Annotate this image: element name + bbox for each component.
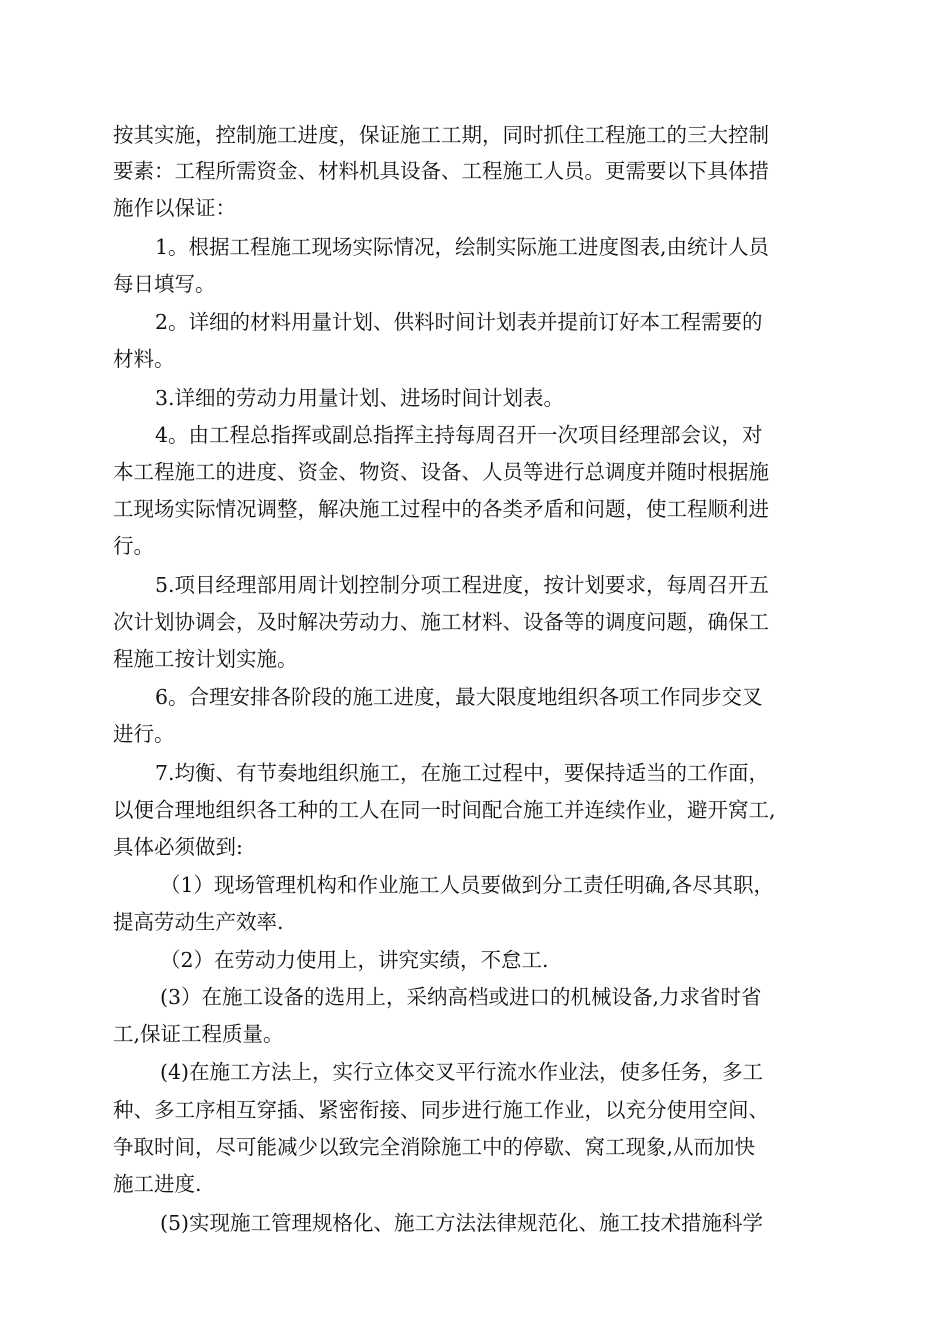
text-line: 施工进度. <box>113 1172 202 1196</box>
text-line: 种、多工序相互穿插、紧密衔接、同步进行施工作业，以充分使用空间、 <box>113 1098 769 1122</box>
text-line: （2）在劳动力使用上，讲究实绩，不怠工. <box>160 948 549 972</box>
text-line: 每日填写。 <box>113 272 216 296</box>
text-line: 6。合理安排各阶段的施工进度，最大限度地组织各项工作同步交叉 <box>155 685 763 709</box>
text-line: 提高劳动生产效率. <box>113 910 284 934</box>
text-line: （1）现场管理机构和作业施工人员要做到分工责任明确,各尽其职， <box>160 873 775 897</box>
text-line: 施作以保证： <box>113 196 236 220</box>
text-line: 工现场实际情况调整，解决施工过程中的各类矛盾和问题，使工程顺利进 <box>113 497 769 521</box>
text-line: 程施工按计划实施。 <box>113 647 298 671</box>
text-line: 5.项目经理部用周计划控制分项工程进度，按计划要求，每周召开五 <box>155 573 770 597</box>
text-line: 3.详细的劳动力用量计划、进场时间计划表。 <box>155 386 565 410</box>
text-line: 次计划协调会，及时解决劳动力、施工材料、设备等的调度问题，确保工 <box>113 610 769 634</box>
text-line: 1。根据工程施工现场实际情况，绘制实际施工进度图表,由统计人员 <box>155 235 770 259</box>
text-line: 要素：工程所需资金、材料机具设备、工程施工人员。更需要以下具体措 <box>113 159 769 183</box>
text-line: 本工程施工的进度、资金、物资、设备、人员等进行总调度并随时根据施 <box>113 460 769 484</box>
text-line: 2。详细的材料用量计划、供料时间计划表并提前订好本工程需要的 <box>155 310 763 334</box>
text-line: 材料。 <box>113 347 175 371</box>
text-line: 4。由工程总指挥或副总指挥主持每周召开一次项目经理部会议，对 <box>155 423 763 447</box>
text-line: (3）在施工设备的选用上，采纳高档或进口的机械设备,力求省时省 <box>160 985 762 1009</box>
text-line: 7.均衡、有节奏地组织施工，在施工过程中，要保持适当的工作面， <box>155 761 770 785</box>
text-line: 行。 <box>113 534 154 558</box>
text-line: (5)实现施工管理规格化、施工方法法律规范化、施工技术措施科学 <box>160 1211 764 1235</box>
text-line: 以便合理地组织各工种的工人在同一时间配合施工并连续作业，避开窝工, <box>113 798 776 822</box>
text-line: 争取时间，尽可能减少以致完全消除施工中的停歇、窝工现象,从而加快 <box>113 1135 756 1159</box>
text-line: 进行。 <box>113 722 175 746</box>
text-line: (4)在施工方法上，实行立体交叉平行流水作业法，使多任务，多工 <box>160 1060 764 1084</box>
text-line: 具体必须做到: <box>113 835 243 859</box>
text-line: 工,保证工程质量。 <box>113 1022 284 1046</box>
text-line: 按其实施，控制施工进度，保证施工工期，同时抓住工程施工的三大控制 <box>113 123 769 147</box>
